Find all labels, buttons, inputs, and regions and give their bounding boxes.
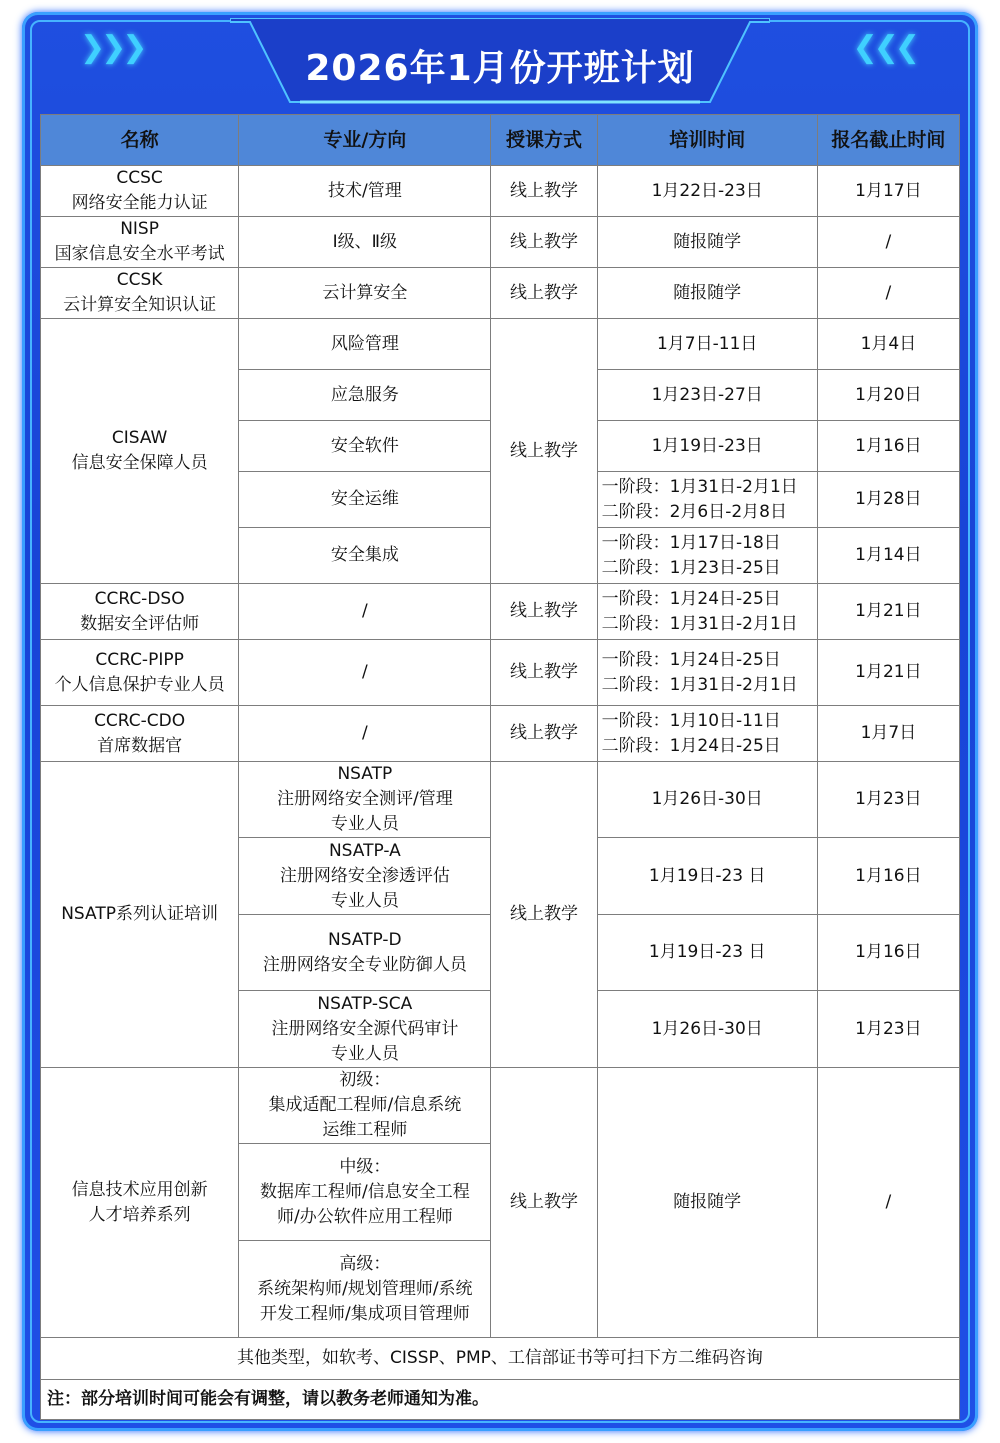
course-mode: 线上教学 [491,217,597,268]
course-major: 应急服务 [239,370,491,421]
course-deadline: 1月16日 [817,915,959,991]
course-deadline: 1月21日 [817,584,959,640]
course-mode: 线上教学 [491,584,597,640]
course-major: Ⅰ级、Ⅱ级 [239,217,491,268]
chevrons-left-icon: ❮❮❮ [852,30,916,65]
course-time: 1月19日-23 日 [597,838,817,915]
course-time: 1月19日-23 日 [597,915,817,991]
table-row [41,319,960,370]
course-time: 一阶段：1月24日-25日 二阶段：1月31日-2月1日 [597,584,817,640]
course-major: NSATP-A 注册网络安全渗透评估 专业人员 [239,838,491,915]
col-header-deadline: 报名截止时间 [817,115,959,166]
course-major: 风险管理 [239,319,491,370]
course-name: NISP 国家信息安全水平考试 [41,217,239,268]
other-types-text: 其他类型，如软考、CISSP、PMP、工信部证书等可扫下方二维码咨询 [41,1338,960,1380]
course-major: 初级： 集成适配工程师/信息系统 运维工程师 [239,1068,491,1144]
col-header-mode: 授课方式 [491,115,597,166]
table-row [41,640,960,706]
col-header-time: 培训时间 [597,115,817,166]
course-time: 1月19日-23日 [597,421,817,472]
note-row [41,1380,960,1420]
course-mode: 线上教学 [491,319,597,584]
table-row [41,706,960,762]
course-major: 安全集成 [239,528,491,584]
course-major: / [239,706,491,762]
course-deadline: 1月16日 [817,421,959,472]
course-name: NSATP系列认证培训 [41,762,239,1068]
course-time: 一阶段：1月10日-11日 二阶段：1月24日-25日 [597,706,817,762]
course-mode: 线上教学 [491,706,597,762]
course-deadline: 1月21日 [817,640,959,706]
course-major: NSATP-SCA 注册网络安全源代码审计 专业人员 [239,991,491,1068]
page-title: 2026年1月份开班计划 [305,48,695,89]
course-mode: 线上教学 [491,166,597,217]
course-time: 一阶段：1月17日-18日 二阶段：1月23日-25日 [597,528,817,584]
course-deadline: / [817,217,959,268]
header-row [41,115,960,166]
course-mode: 线上教学 [491,762,597,1068]
course-deadline: 1月23日 [817,991,959,1068]
schedule-table [40,114,960,1420]
course-mode: 线上教学 [491,268,597,319]
course-major: 技术/管理 [239,166,491,217]
table-row [41,1068,960,1144]
course-time: 一阶段：1月31日-2月1日 二阶段：2月6日-2月8日 [597,472,817,528]
course-major: NSATP-D 注册网络安全专业防御人员 [239,915,491,991]
course-deadline: / [817,1068,959,1338]
table-row [41,217,960,268]
course-deadline: 1月4日 [817,319,959,370]
table-row [41,584,960,640]
course-deadline: 1月16日 [817,838,959,915]
col-header-name: 名称 [41,115,239,166]
course-name: 信息技术应用创新 人才培养系列 [41,1068,239,1338]
table-row [41,268,960,319]
course-name: CCRC-PIPP 个人信息保护专业人员 [41,640,239,706]
course-name: CCRC-DSO 数据安全评估师 [41,584,239,640]
course-time: 1月23日-27日 [597,370,817,421]
course-mode: 线上教学 [491,1068,597,1338]
course-deadline: 1月23日 [817,762,959,838]
course-major: NSATP 注册网络安全测评/管理 专业人员 [239,762,491,838]
course-major: 高级： 系统架构师/规划管理师/系统 开发工程师/集成项目管理师 [239,1241,491,1338]
other-row [41,1338,960,1380]
course-major: / [239,640,491,706]
course-deadline: 1月17日 [817,166,959,217]
course-name: CCSK 云计算安全知识认证 [41,268,239,319]
course-deadline: 1月14日 [817,528,959,584]
course-name: CCSC 网络安全能力认证 [41,166,239,217]
course-time: 随报随学 [597,217,817,268]
course-major: 中级： 数据库工程师/信息安全工程 师/办公软件应用工程师 [239,1144,491,1241]
course-time: 一阶段：1月24日-25日 二阶段：1月31日-2月1日 [597,640,817,706]
course-time: 1月22日-23日 [597,166,817,217]
course-deadline: 1月20日 [817,370,959,421]
course-time: 随报随学 [597,268,817,319]
course-major: 安全软件 [239,421,491,472]
table-row [41,166,960,217]
course-major: 安全运维 [239,472,491,528]
course-time: 1月26日-30日 [597,991,817,1068]
col-header-major: 专业/方向 [239,115,491,166]
course-major: 云计算安全 [239,268,491,319]
course-deadline: 1月28日 [817,472,959,528]
course-time: 1月26日-30日 [597,762,817,838]
course-time: 1月7日-11日 [597,319,817,370]
course-time: 随报随学 [597,1068,817,1338]
table-row [41,762,960,838]
course-deadline: / [817,268,959,319]
note-text: 注：部分培训时间可能会有调整，请以教务老师通知为准。 [41,1380,960,1420]
course-mode: 线上教学 [491,640,597,706]
course-deadline: 1月7日 [817,706,959,762]
title-banner [230,18,770,104]
course-major: / [239,584,491,640]
course-name: CISAW 信息安全保障人员 [41,319,239,584]
course-name: CCRC-CDO 首席数据官 [41,706,239,762]
schedule-table-wrapper [40,114,960,1419]
chevrons-right-icon: ❯❯❯ [80,30,144,65]
